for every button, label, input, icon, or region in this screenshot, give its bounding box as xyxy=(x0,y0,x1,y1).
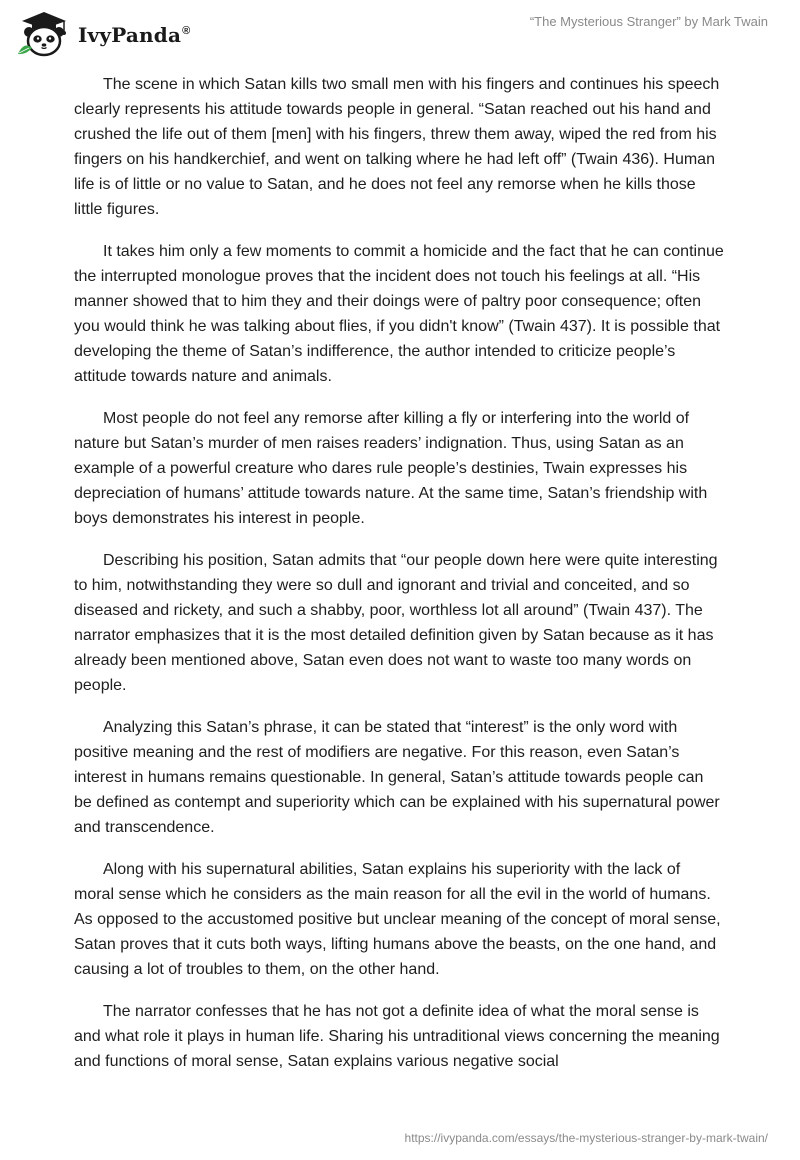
paragraph: Describing his position, Satan admits that “our people down here were quite interesting to him, notwithstanding they were so dull and ignorant and trivial and conceited, and so diseased and rickety, and such a shabby, poor, worthless lot all around” (Twain 437). The narrator emphasizes that it is the most detailed definition given by Satan because as it has already been mentioned above, Satan even does not want to waste too many words on people. xyxy=(74,552,718,694)
panda-graduate-icon xyxy=(14,8,76,58)
paragraph: Along with his supernatural abilities, Satan explains his superiority with the lack of moral sense which he considers as the main reason for all the evil in the world of humans. As opposed to the accustomed positive but unclear meaning of the concept of moral sense, Satan proves that it cuts both ways, lifting humans above the beasts, on the one hand, and causing a lot of troubles to them, on the other hand. xyxy=(74,861,721,978)
paragraph: The scene in which Satan kills two small men with his fingers and continues his speech clearly represents his attitude towards people in general. “Satan reached out his hand and crushed the life out of them [men] with his fingers, threw them away, wiped the red from his fingers on his handkerchief, and went on talking where he had left off” (Twain 436). Human life is of little or no value to Satan, and he does not feel any remorse when he kills those little figures. xyxy=(74,76,720,218)
paragraph: The narrator confesses that he has not got a definite idea of what the moral sense is and what role it plays in human life. Sharing his untraditional views concerning the meaning and functions of moral sense, Satan explains various negative social xyxy=(74,1003,720,1070)
registered-mark: ® xyxy=(182,25,191,38)
ivypanda-logo[interactable] xyxy=(14,8,190,58)
running-title: “The Mysterious Stranger” by Mark Twain xyxy=(529,14,768,29)
essay-body xyxy=(74,72,724,1091)
source-url-link[interactable]: https://ivypanda.com/essays/the-mysterious-stranger-by-mark-twain/ xyxy=(404,1131,768,1145)
logo-wordmark: IvyPanda® xyxy=(78,23,191,47)
paragraph: Most people do not feel any remorse after killing a fly or interfering into the world of nature but Satan’s murder of men raises readers’ indignation. Thus, using Satan as an example of a powerful creature who dares rule people’s destinies, Twain expresses his depreciation of humans’ attitude towards nature. At the same time, Satan’s friendship with boys demonstrates his interest in people. xyxy=(74,410,708,527)
page-header xyxy=(0,0,800,70)
paragraph: It takes him only a few moments to commit a homicide and the fact that he can continue the interrupted monologue proves that the incident does not touch his feelings at all. “His manner showed that to him they and their doings were of paltry poor consequence; often you would think he was talking about flies, if you didn't know” (Twain 437). It is possible that developing the theme of Satan’s indifference, the author intended to criticize people’s attitude towards nature and animals. xyxy=(74,243,724,385)
paragraph: Analyzing this Satan’s phrase, it can be stated that “interest” is the only word with positive meaning and the rest of modifiers are negative. For this reason, even Satan’s interest in humans remains questionable. In general, Satan’s attitude towards people can be defined as contempt and superiority which can be explained with his supernatural power and transcendence. xyxy=(74,719,720,836)
